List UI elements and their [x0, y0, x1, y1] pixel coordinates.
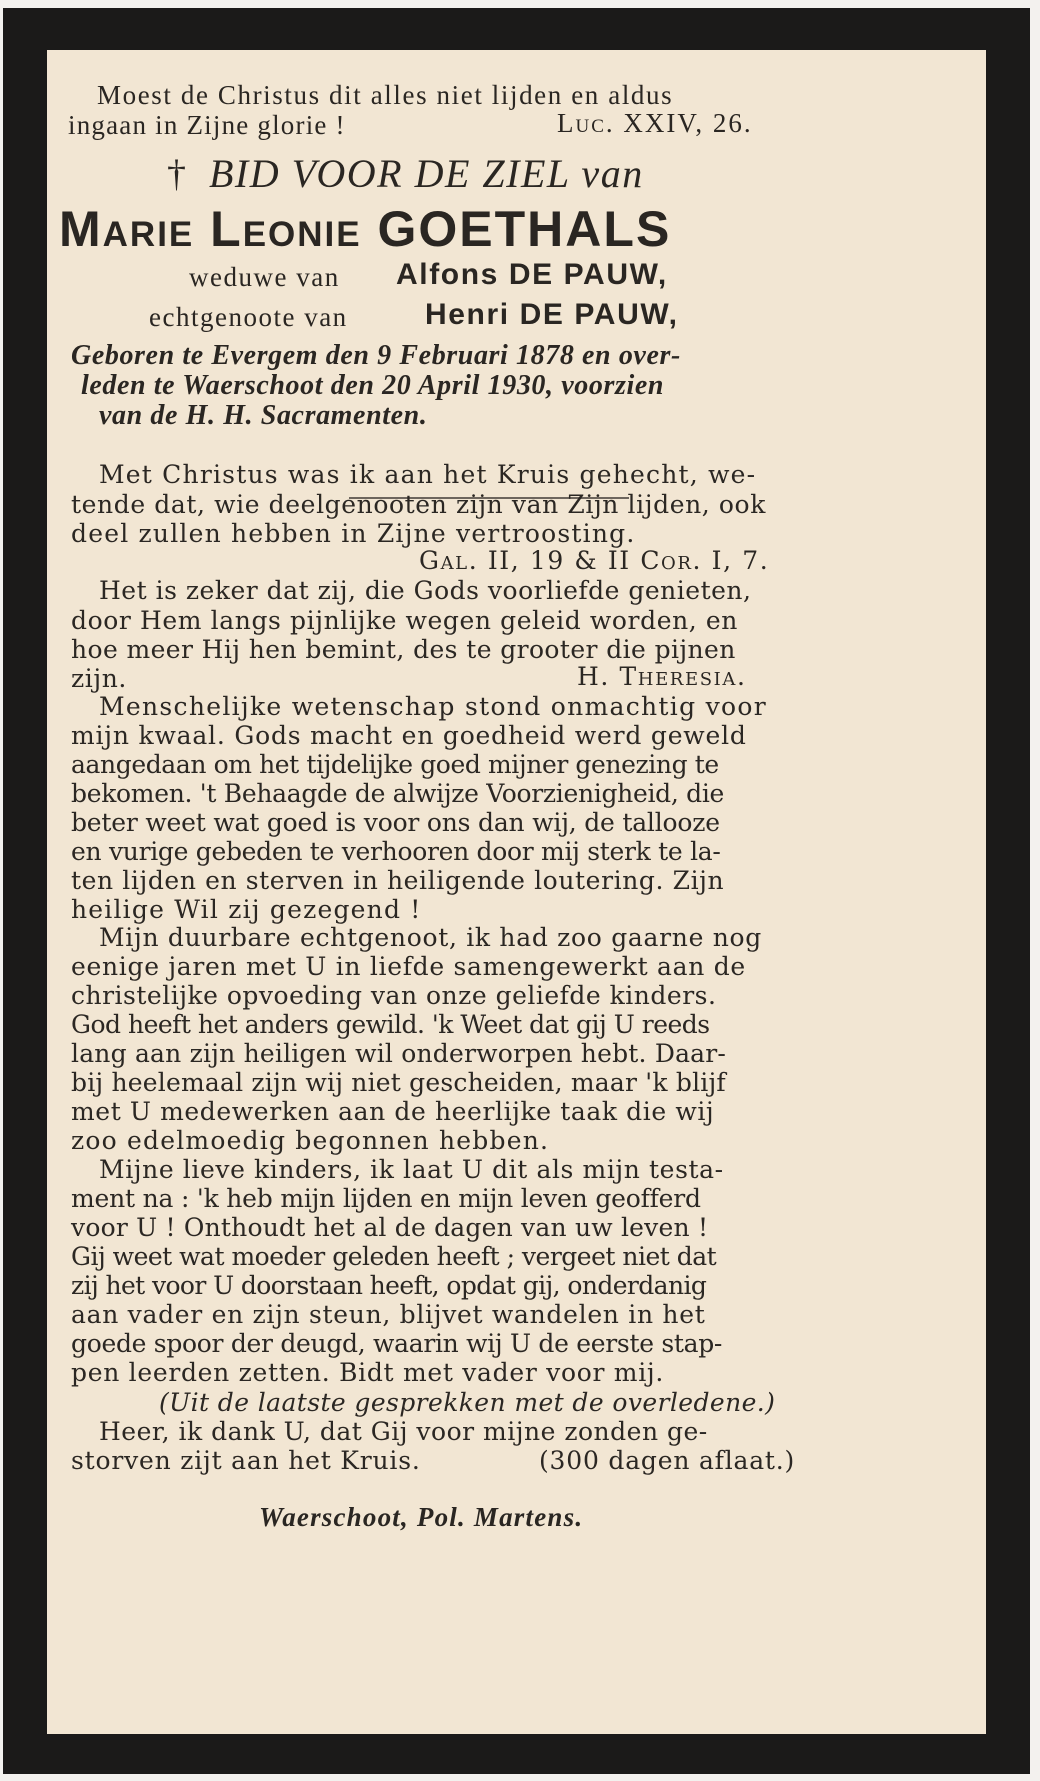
reference-line: H. Theresia.: [577, 662, 747, 691]
body-line: Heer, ik dank U, dat Gij voor mijne zonden ge-: [99, 1417, 708, 1446]
printer-imprint: Waerschoot, Pol. Martens.: [259, 1502, 584, 1532]
body-line: tende dat, wie deelgenooten zijn van Zijn lijden, ook: [71, 490, 766, 519]
widow-name: Alfons DE PAUW,: [396, 258, 668, 291]
body-line: en vurige gebeden te verhooren door mij sterk te la-: [71, 837, 721, 866]
body-line: Met Christus was ik aan het Kruis gehecht, we-: [99, 460, 757, 489]
cross-symbol: †: [167, 153, 186, 195]
attribution-line: (Uit de laatste gesprekken met de overledene.): [159, 1388, 776, 1417]
spouse-prefix: echtgenoote van: [149, 302, 348, 332]
body-line: bekomen. 't Behaagde de alwijze Voorzienigheid, die: [71, 779, 725, 808]
body-line: Mijn duurbare echtgenoot, ik had zoo gaarne nog: [99, 923, 762, 952]
body-line: aangedaan om het tijdelijke goed mijner genezing te: [71, 750, 719, 779]
body-line: ten lijden en sterven in heiligende loutering. Zijn: [71, 866, 725, 895]
body-line: pen leerden zetten. Bidt met vader voor mij.: [71, 1358, 664, 1387]
epigraph-reference: Luc. XXIV, 26.: [557, 108, 753, 138]
body-line: zoo edelmoedig begonnen hebben.: [71, 1126, 550, 1155]
body-line: eenige jaren met U in liefde samengewerkt aan de: [71, 952, 746, 981]
memorial-card: [3, 8, 1030, 1774]
epigraph-line-1: Moest de Christus dit alles niet lijden en aldus: [97, 80, 674, 110]
prayer-heading: BID VOOR DE ZIEL van: [209, 151, 644, 196]
body-line: Het is zeker dat zij, die Gods voorliefde genieten,: [99, 576, 752, 605]
body-line: aan vader en zijn steun, blijvet wandelen in het: [71, 1300, 706, 1329]
body-line: God heeft het anders gewild. 'k Weet dat gij U reeds: [71, 1010, 710, 1039]
body-line: hoe meer Hij hen bemint, des te grooter die pijnen: [71, 635, 736, 664]
body-line: mijn kwaal. Gods macht en goedheid werd geweld: [71, 721, 747, 750]
bio-line: Geboren te Evergem den 9 Februari 1878 en over-: [71, 340, 681, 371]
body-line: christelijke opvoeding van onze geliefde kinders.: [71, 981, 717, 1010]
card-paper: [47, 50, 986, 1734]
deceased-name: Marie Leonie GOETHALS: [59, 201, 672, 257]
body-line: zij het voor U doorstaan heeft, opdat gij, onderdanig: [71, 1271, 707, 1300]
body-line: met U medewerken aan de heerlijke taak die wij: [71, 1097, 715, 1126]
body-line: door Hem langs pijnlijke wegen geleid worden, en: [71, 606, 738, 635]
indulgence-note: (300 dagen aflaat.): [539, 1446, 796, 1475]
body-line: Menschelijke wetenschap stond onmachtig voor: [99, 692, 767, 721]
body-line: Gij weet wat moeder geleden heeft ; vergeet niet dat: [71, 1242, 717, 1271]
body-line: storven zijt aan het Kruis.: [71, 1446, 421, 1475]
body-line: Mijne lieve kinders, ik laat U dit als mijn testa-: [99, 1155, 724, 1184]
body-line: zijn.: [71, 664, 127, 693]
body-line: heilige Wil zij gezegend !: [71, 895, 422, 924]
body-line: goede spoor der deugd, waarin wij U de eerste stap-: [71, 1329, 723, 1358]
widow-prefix: weduwe van: [189, 262, 340, 292]
bio-line: van de H. H. Sacramenten.: [99, 400, 428, 431]
reference-line: Gal. II, 19 & II Cor. I, 7.: [419, 546, 770, 575]
body-line: bij heelemaal zijn wij niet gescheiden, maar 'k blijf: [71, 1068, 726, 1097]
body-line: deel zullen hebben in Zijne vertroosting.: [71, 519, 636, 548]
spouse-name: Henri DE PAUW,: [425, 298, 679, 331]
epigraph-line-2: ingaan in Zijne glorie !: [68, 110, 346, 140]
body-line: ment na : 'k heb mijn lijden en mijn leven geofferd: [71, 1184, 701, 1213]
body-line: lang aan zijn heiligen wil onderworpen hebt. Daar-: [71, 1039, 727, 1068]
body-line: voor U ! Onthoudt het al de dagen van uw leven !: [71, 1213, 709, 1242]
bio-line: leden te Waerschoot den 20 April 1930, voorzien: [81, 370, 665, 401]
body-line: beter weet wat goed is voor ons dan wij, de tallooze: [71, 808, 720, 837]
